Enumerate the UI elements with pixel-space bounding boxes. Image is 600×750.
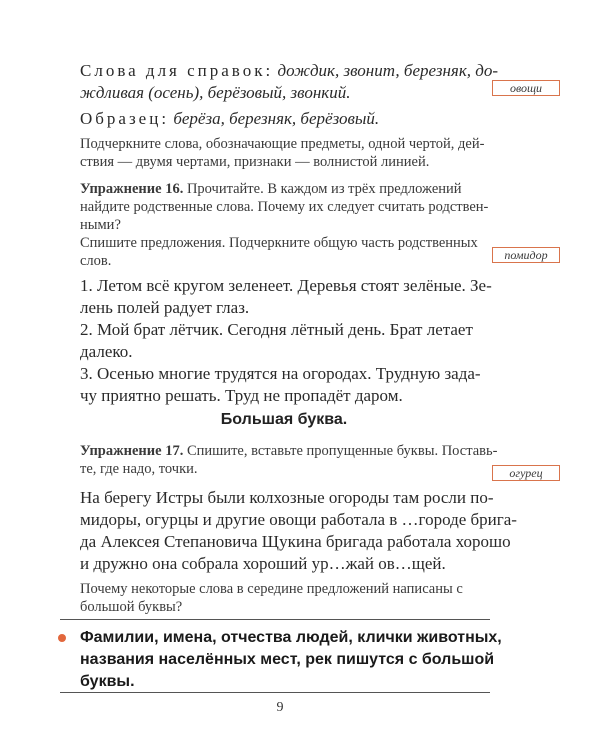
sentence-3b: чу приятно решать. Труд не пропадёт даром. [80,386,403,405]
question-line-1: Почему некоторые слова в середине предложений написаны с [80,581,463,597]
rule-line-1: Фамилии, имена, отчества людей, клички животных, [80,629,502,646]
exercise-17-title: Упражнение 17. [80,443,184,459]
sample-line [80,108,379,130]
rule-line-2: названия населённых мест, рек пишутся с большой [80,651,495,668]
sentence-2a: 2. Мой брат лётчик. Сегодня лётный день. Брат летает [80,320,473,339]
exercise-17-line-2: те, где надо, точки. [80,461,198,477]
instruction-line-2: ствия — двумя чертами, признаки — волнистой линией. [80,154,430,170]
sentence-1b: лень полей радует глаз. [80,298,250,317]
exercise-16-title: Упражнение 16. [80,181,184,197]
exercise-16-line-5: слов. [80,253,112,269]
margin-tag-cucumber: огурец [492,465,560,481]
sample-words: берёза, березняк, берёзовый. [169,109,380,128]
sentence-2b: далеко. [80,342,133,361]
sample-label: Образец: [80,109,170,128]
sentence-1a: 1. Летом всё кругом зеленеет. Деревья стоят зелёные. Зе- [80,276,492,295]
reference-words-line-2: ждливая (осень), берёзовый, звонкий. [80,83,351,102]
exercise-16-line-2: найдите родственные слова. Почему их следует считать родствен- [80,199,489,215]
margin-tag-vegetables: овощи [492,80,560,96]
bullet-icon [58,634,66,642]
question-line-2: большой буквы? [80,599,183,615]
exercise-16-line-3: ными? [80,217,121,233]
margin-tag-tomato: помидор [492,247,560,263]
text-line-4: и дружно она собрала хороший ур…жай ов…щей. [80,554,446,573]
page-number: 9 [276,700,284,715]
rule-line-3: буквы. [80,673,135,690]
reference-label: Слова для справок: [80,61,274,80]
exercise-16-line-1: Упражнение 16. Прочитайте. В каждом из трёх предложений [80,181,462,197]
text-line-2: мидоры, огурцы и другие овощи работала в …городе брига- [80,510,517,529]
reference-words: дождик, звонит, березняк, до- [273,61,499,80]
reference-words-line-1 [80,60,498,82]
text-line-3: да Алексея Степановича Щукина бригада работала хорошо [80,532,511,551]
exercise-17-line-1: Упражнение 17. Спишите, вставьте пропущенные буквы. Поставь- [80,443,498,459]
section-heading: Большая буква. [220,411,348,428]
exercise-16-line-4: Спишите предложения. Подчеркните общую часть родственных [80,235,478,251]
text-line-1: На берегу Истры были колхозные огороды там росли по- [80,488,494,507]
rule-top-line [60,619,490,620]
rule-bottom-line [60,692,490,693]
instruction-line-1: Подчеркните слова, обозначающие предметы, одной чертой, дей- [80,136,485,152]
sentence-3a: 3. Осенью многие трудятся на огородах. Трудную зада- [80,364,481,383]
